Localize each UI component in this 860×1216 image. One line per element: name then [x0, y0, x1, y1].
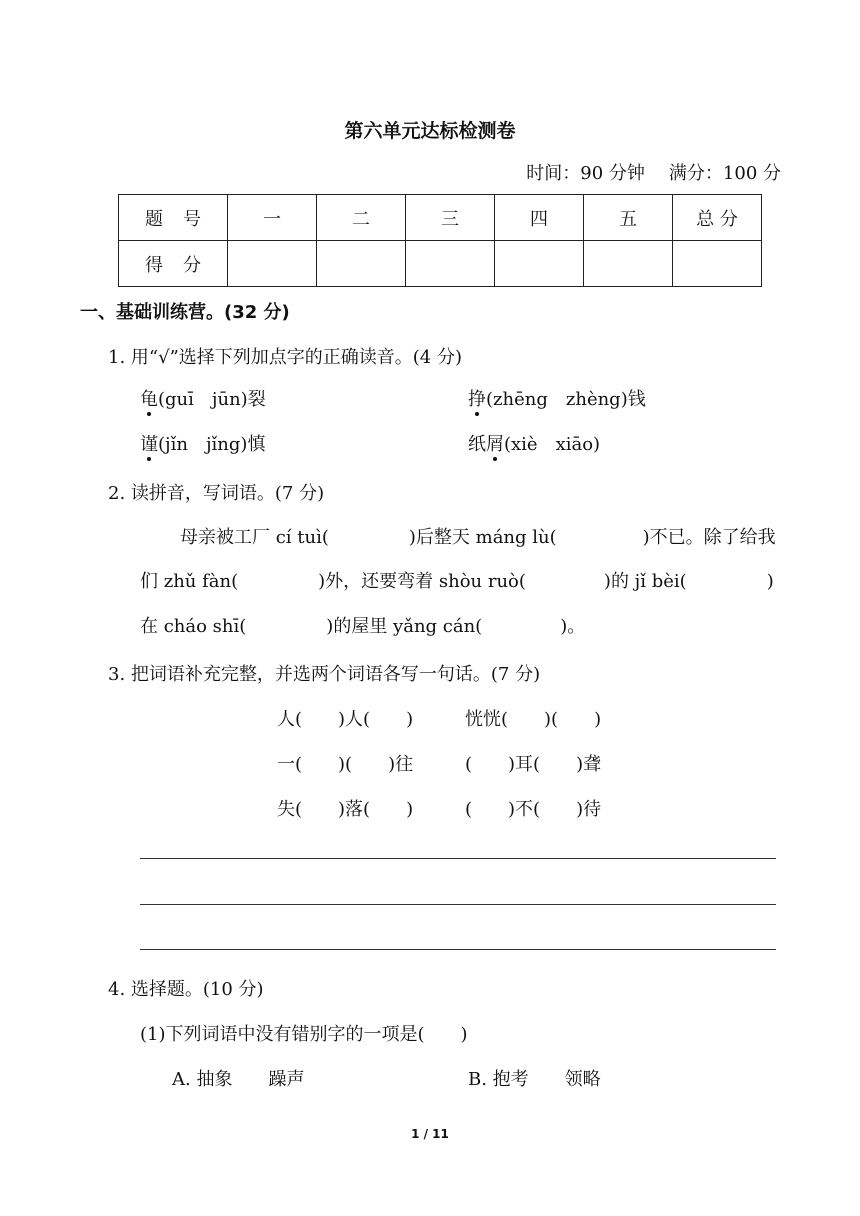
q1-item: 挣(zhēng zhèng)钱 — [468, 389, 646, 410]
col-total: 总 分 — [673, 195, 762, 241]
score-header: 得分 — [119, 241, 228, 287]
page-title: 第六单元达标检测卷 — [344, 120, 516, 142]
q1-item: 纸屑(xiè xiāo) — [468, 434, 601, 455]
q1-prompt: 1. 用“√”选择下列加点字的正确读音。(4 分) — [108, 347, 462, 368]
page-number: 1 / 11 — [411, 1127, 449, 1141]
idiom-blank[interactable]: 一( )( )往 — [277, 754, 414, 775]
score-table-score-row — [119, 241, 762, 287]
col-4: 四 — [495, 195, 584, 241]
answer-line[interactable] — [140, 904, 776, 905]
answer-line[interactable] — [140, 949, 776, 950]
q1-item: 龟(guī jūn)裂 — [140, 389, 266, 410]
exam-meta — [526, 159, 781, 185]
q2-passage-line: 母亲被工厂 cí tuì( )后整天 máng lù( )不已。除了给我 — [180, 527, 776, 548]
q2-passage-line: 们 zhǔ fàn( )外，还要弯着 shòu ruò( )的 jǐ bèi( ) — [140, 571, 774, 592]
full-score: 满分：100 分 — [668, 163, 781, 184]
score-cell[interactable] — [228, 241, 317, 287]
q2-passage-line: 在 cháo shī( )的屋里 yǎng cán( )。 — [140, 616, 586, 637]
q1-item: 谨(jǐn jǐng)慎 — [140, 434, 266, 455]
col-1: 一 — [228, 195, 317, 241]
section-heading: 一、基础训练营。(32 分) — [80, 302, 290, 323]
score-cell[interactable] — [317, 241, 406, 287]
option-b[interactable]: B. 抱考 领略 — [468, 1069, 601, 1090]
score-cell[interactable] — [406, 241, 495, 287]
answer-line[interactable] — [140, 858, 776, 859]
score-cell[interactable] — [495, 241, 584, 287]
idiom-blank[interactable]: ( )不( )待 — [465, 799, 602, 820]
question-number-header: 题号 — [119, 195, 228, 241]
col-3: 三 — [406, 195, 495, 241]
idiom-blank[interactable]: 恍恍( )( ) — [465, 709, 602, 730]
score-cell[interactable] — [584, 241, 673, 287]
q4-sub-question: (1)下列词语中没有错别字的一项是( ) — [140, 1024, 468, 1045]
q3-prompt: 3. 把词语补充完整，并选两个词语各写一句话。(7 分) — [108, 664, 541, 685]
col-5: 五 — [584, 195, 673, 241]
score-table — [118, 194, 762, 287]
score-cell[interactable] — [673, 241, 762, 287]
score-table-header-row — [119, 195, 762, 241]
q4-prompt: 4. 选择题。(10 分) — [108, 979, 264, 1000]
idiom-blank[interactable]: ( )耳( )聋 — [465, 754, 602, 775]
col-2: 二 — [317, 195, 406, 241]
q2-prompt: 2. 读拼音，写词语。(7 分) — [108, 483, 325, 504]
time-limit: 时间：90 分钟 — [526, 163, 645, 184]
idiom-blank[interactable]: 失( )落( ) — [277, 799, 414, 820]
option-a[interactable]: A. 抽象 躁声 — [172, 1069, 305, 1090]
idiom-blank[interactable]: 人( )人( ) — [277, 709, 414, 730]
